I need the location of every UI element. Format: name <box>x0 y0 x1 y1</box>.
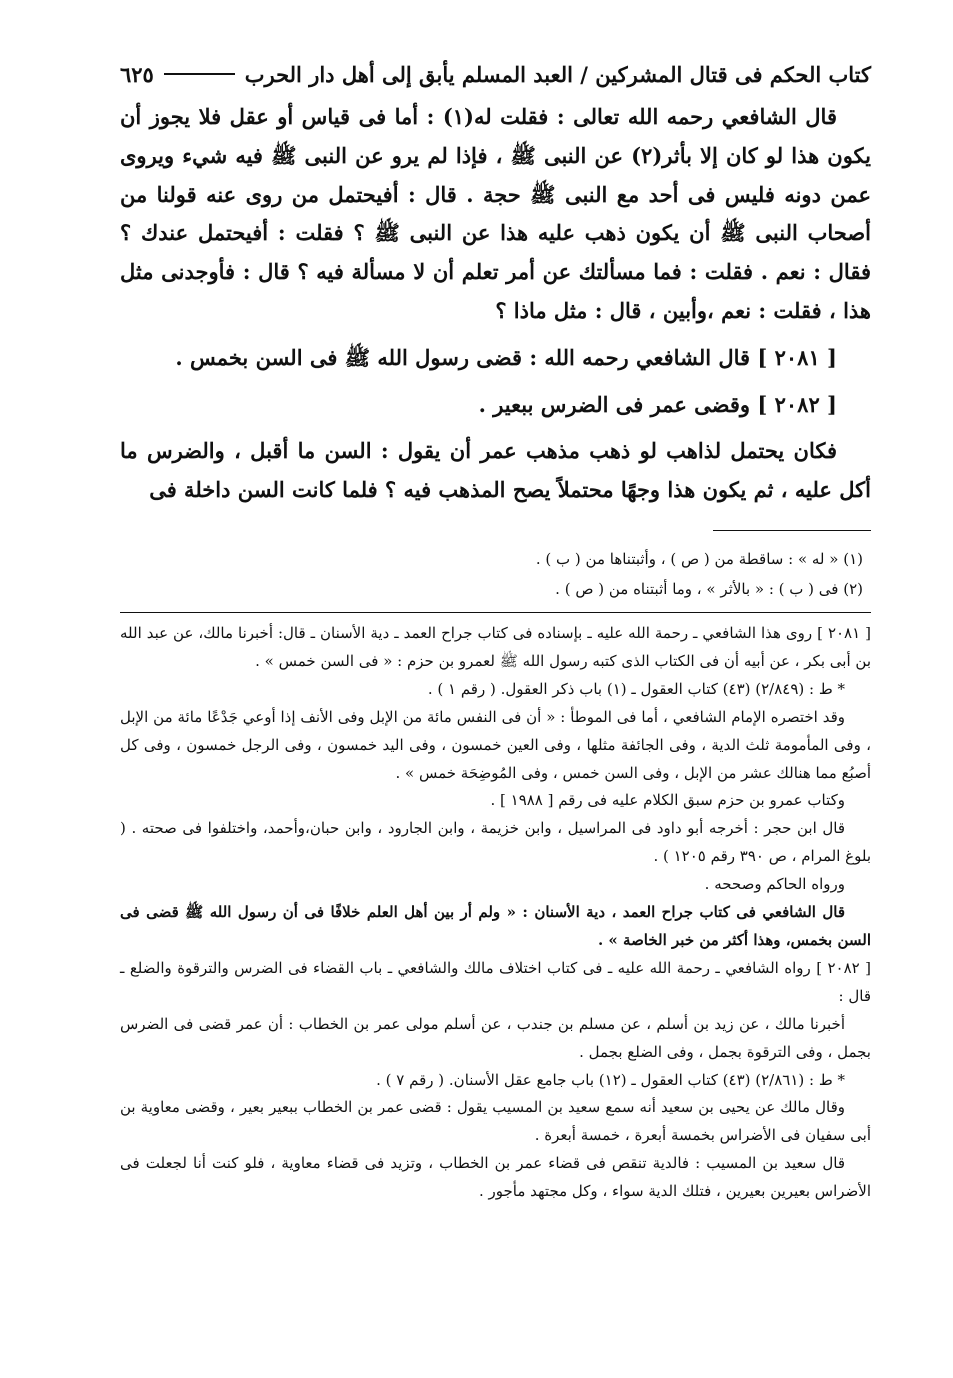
commentary-muwatta-quote: وقد اختصره الإمام الشافعي ، أما فى الموطأ : « أن فى النفس مائة من الإبل وفى الأنف إذا أوعي جَدْعًا مائة من الإبل ، وفى المأمومة ثلث الدية ، وفى الجائفة مثلها ، وفى العين خمسون ، وفى اليد خمسون ، وفى الرجل خمسون ، وفى كل أصبُع مما هنالك عشر من الإبل ، وفى السن خمس ، وفى المُوضِحَة خمس » . <box>120 707 871 782</box>
commentary-2082: [ ٢٠٨٢ ] رواه الشافعي ـ رحمة الله عليه ـ فى كتاب اختلاف مالك والشافعي ـ باب القضاء فى الضرس والترقوة والضلع ـ قال : <box>120 958 871 1005</box>
commentary-isnad: أخبرنا مالك ، عن زيد بن أسلم ، عن مسلم بن جندب ، عن أسلم مولى عمر بن الخطاب : أن عمر قضى فى الضرس بجمل ، وفى الترقوة بجمل ، وفى الضلع بجمل . <box>120 1014 871 1061</box>
page-number: ٦٢٥ <box>120 61 154 87</box>
footnotes <box>120 544 871 604</box>
main-text <box>120 98 871 510</box>
commentary-ref-2: * ط : (٢/٨٦١) (٤٣) كتاب العقول ـ (١٢) باب جامع عقل الأسنان. ( رقم ٧ ) . <box>376 1070 845 1089</box>
body-paragraph-4: فكان يحتمل لذاهب لو ذهب مذهب عمر أن يقول : السن ما أقبل ، والضرس ما أكل عليه ، ثم يكون هذا وجهًا محتملاً يصح المذهب فيه ؟ فلما كانت السن داخلة فى <box>120 438 871 503</box>
commentary-hakim: ورواه الحاكم وصححه . <box>704 875 845 894</box>
footnote-separator <box>713 530 871 531</box>
commentary-ref-1: * ط : (٢/٨٤٩) (٤٣) كتاب العقول ـ (١) باب ذكر العقول. ( رقم ١ ) . <box>427 679 845 698</box>
body-paragraph-2082: [ ٢٠٨٢ ] وقضى عمر فى الضرس ببعير . <box>478 391 837 417</box>
commentary-2081: [ ٢٠٨١ ] روى هذا الشافعي ـ رحمة الله عليه ـ بإسناده فى كتاب جراح العمد ـ دية الأسنان ـ قال: أخبرنا مالك، عن عبد الله بن أبى بكر ، عن أبيه أن فى الكتاب الذى كتبه رسول الله ﷺ لعمرو بن حزم : « فى السن خمس » . <box>120 624 871 670</box>
commentary-ibn-hajar: قال ابن حجر : أخرجه أبو داود فى المراسيل ، وابن خزيمة ، وابن الجارود ، وابن حبان،وأحمد، واختلفوا فى صحته . ( بلوغ المرام ، ص ٣٩٠ رقم ١٢٠٥ ) . <box>120 819 871 866</box>
paragraph-gap <box>120 378 871 386</box>
body-paragraph-1: قال الشافعي رحمه الله تعالى : فقلت له(١) : أما فى قياس أو عقل فلا يجوز أن يكون هذا لو كان إلا بأثر(٢) عن النبى ﷺ ، فإذا لم يرو عن النبى ﷺ فيه شيء ويروى عمن دونه فليس فى أحد مع النبى ﷺ حجة . قال : أفيحتمل من روى عنه قولنا من أصحاب النبى ﷺ أن يكون ذهب عليه هذا عن النبى ﷺ ؟ فقلت : أفيحتمل عندك ؟ فقال : نعم . فقلت : فما مسألتك عن أمر تعلم أن لا مسألة فيه ؟ قال : فأوجدنى مثل هذا ، فقلت : نعم ،وأبين ، قال : مثل ماذا ؟ <box>120 104 871 323</box>
body-paragraph-2081: [ ٢٠٨١ ] قال الشافعي رحمه الله : قضى رسول الله ﷺ فى السن بخمس . <box>175 344 837 370</box>
commentary-amr-note: وكتاب عمرو بن حزم سبق الكلام عليه فى رقم [ ١٩٨٨ ] . <box>490 791 845 810</box>
running-title: كتاب الحكم فى قتال المشركين / العبد المسلم يأبق إلى أهل دار الحرب <box>244 61 871 87</box>
commentary <box>120 620 871 1206</box>
commentary-ibn-musayyib: قال سعيد بن المسيب : فالدية تنقص فى قضاء عمر بن الخطاب ، وتزيد فى قضاء معاوية ، فلو كنت أنا لجعلت فى الأضراس بعيرين بعيرين ، فتلك الدية سواء ، وكل مجتهد مأجور . <box>120 1154 871 1201</box>
commentary-shafii-quote: قال الشافعي فى كتاب جراح العمد ، دية الأسنان : « ولم أر بين أهل العلم خلافًا فى أن رسول الله ﷺ قضى فى السن بخمس، وهذا أكثر من خبر الخاصة » . <box>120 903 871 949</box>
footnote-1: (١) « له » : ساقطة من ( ص ) ، وأثبتناها من ( ب ) . <box>535 550 863 568</box>
commentary-malik: وقال مالك عن يحيى بن سعيد أنه سمع سعيد بن المسيب يقول : قضى عمر بن الخطاب ببعير بعير ، وقضى معاوية بن أبى سفيان فى الأضراس بخمسة أبعرة ، خمسة أبعرة . <box>120 1098 871 1145</box>
paragraph-gap <box>120 424 871 432</box>
paragraph-gap <box>120 331 871 339</box>
commentary-separator <box>120 612 871 613</box>
running-header <box>120 56 871 92</box>
footnote-2: (٢) فى ( ب ) : « بالأثر » ، وما أثبتناه من ( ص ) . <box>555 580 863 598</box>
header-rule <box>164 73 235 75</box>
